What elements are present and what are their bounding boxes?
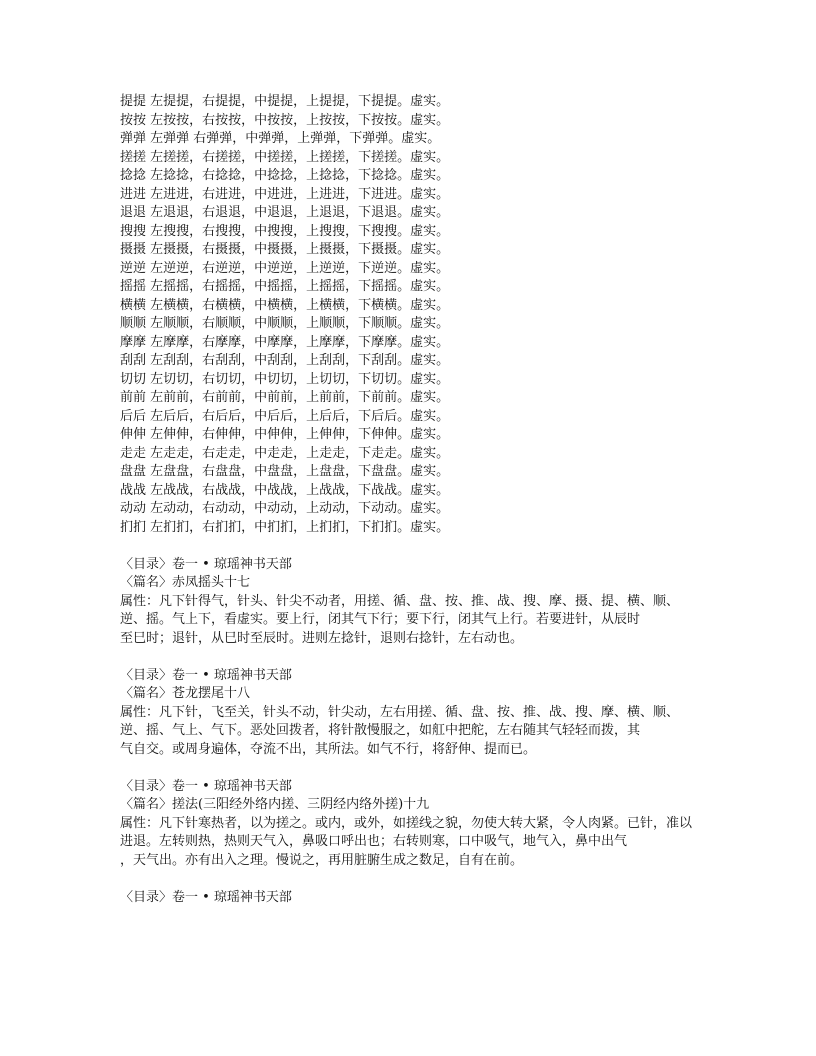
- toc-line: 〈目录〉卷一 • 琼瑶神书天部: [120, 556, 292, 572]
- list-item: 摄摄 左摄摄，右摄摄，中摄摄，上摄摄，下摄摄。虚实。: [120, 242, 450, 257]
- toc-line: 〈目录〉卷一 • 琼瑶神书天部: [120, 778, 292, 794]
- list-item: 刮刮 左刮刮，右刮刮，中刮刮，上刮刮，下刮刮。虚实。: [120, 353, 450, 368]
- section-spacer: [120, 648, 700, 667]
- list-item: 摇摇 左摇摇，右摇摇，中摇摇，上摇摇，下摇摇。虚实。: [120, 279, 450, 294]
- section-body: 属性：凡下针，飞至关，针头不动，针尖动，左右用搓、循、盘、按、推、战、搜、摩、横、顺、逆、摇、气上、气下。恶处回拨者，将针散慢服之，如舡中把舵，左右随其气轻轻而拨，其: [120, 704, 680, 738]
- list-item: 扪扪 左扪扪，右扪扪，中扪扪，上扪扪，下扪扪。虚实。: [120, 519, 450, 535]
- section-spacer: [120, 870, 700, 889]
- list-item: 提提 左提提，右提提，中提提，上提提，下提提。虚实。: [120, 94, 450, 109]
- list-item: 退退 左退退，右退退，中退退，上退退，下退退。虚实。: [120, 205, 450, 220]
- list-item: 伸伸 左伸伸，右伸伸，中伸伸，上伸伸，下伸伸。虚实。: [120, 427, 450, 442]
- section-spacer: [120, 537, 700, 556]
- section-body: 气自交。或周身遍体，夺流不出，其所法。如气不行，将舒伸、提而已。: [120, 741, 537, 757]
- list-item: 战战 左战战，右战战，中战战，上战战，下战战。虚实。: [120, 482, 450, 498]
- list-item: 前前 左前前，右前前，中前前，上前前，下前前。虚实。: [120, 390, 450, 405]
- list-item: 走走 左走走，右走走，中走走，上走走，下走走。虚实。: [120, 445, 450, 461]
- list-item: 切切 左切切，右切切，中切切，上切切，下切切。虚实。: [120, 371, 450, 387]
- section-spacer: [120, 759, 700, 778]
- list-item: 后后 左后后，右后后，中后后，上后后，下后后。虚实。: [120, 408, 450, 424]
- toc-line: 〈目录〉卷一 • 琼瑶神书天部: [120, 889, 292, 905]
- list-item: 按按 左按按，右按按，中按按，上按按，下按按。虚实。: [120, 112, 450, 128]
- technique-list: [120, 93, 700, 537]
- list-item: 横横 左横横，右横横，中横横，上横横，下横横。虚实。: [120, 297, 450, 313]
- list-item: 搓搓 左搓搓，右搓搓，中搓搓，上搓搓，下搓搓。虚实。: [120, 149, 450, 165]
- section-next: [120, 889, 700, 908]
- list-item: 盘盘 左盘盘，右盘盘，中盘盘，上盘盘，下盘盘。虚实。: [120, 464, 450, 479]
- document-page: [120, 93, 700, 907]
- list-item: 顺顺 左顺顺，右顺顺，中顺顺，上顺顺，下顺顺。虚实。: [120, 316, 450, 331]
- list-item: 动动 左动动，右动动，中动动，上动动，下动动。虚实。: [120, 501, 450, 516]
- list-item: 摩摩 左摩摩，右摩摩，中摩摩，上摩摩，下摩摩。虚实。: [120, 334, 450, 350]
- section-chifeng: [120, 556, 700, 649]
- section-body: ，天气出。亦有出入之理。慢说之，再用脏腑生成之数足，自有在前。: [120, 852, 524, 868]
- list-item: 弹弹 左弹弹 右弹弹，中弹弹，上弹弹，下弹弹。虚实。: [120, 131, 441, 146]
- section-cuofa: [120, 778, 700, 871]
- section-body: 至巳时；退针，从巳时至辰时。进则左捻针，退则右捻针，左右动也。: [120, 630, 524, 646]
- chapter-title: 〈篇名〉赤凤摇头十七: [120, 575, 251, 590]
- section-body: 属性：凡下针得气，针头、针尖不动者，用搓、循、盘、按、推、战、搜、摩、摄、提、横、顺、逆、摇。气上下，看虚实。要上行，闭其气下行；要下行，闭其气上行。若要进针，从辰时: [120, 593, 680, 627]
- chapter-title: 〈篇名〉苍龙摆尾十八: [120, 686, 251, 701]
- list-item: 进进 左进进，右进进，中进进，上进进，下进进。虚实。: [120, 186, 450, 202]
- toc-line: 〈目录〉卷一 • 琼瑶神书天部: [120, 667, 292, 683]
- list-item: 捻捻 左捻捻，右捻捻，中捻捻，上捻捻，下捻捻。虚实。: [120, 168, 450, 183]
- section-canglong: [120, 667, 700, 760]
- list-item: 搜搜 左搜搜，右搜搜，中搜搜，上搜搜，下搜搜。虚实。: [120, 223, 450, 239]
- chapter-title: 〈篇名〉搓法(三阳经外络内搓、三阴经内络外搓)十九: [120, 797, 430, 812]
- section-body: 属性：凡下针寒热者，以为搓之。或内，或外，如搓线之貌，勿使大转大紧，令人肉紧。已针，准以进退。左转则热，热则天气入，鼻吸口呼出也；右转则寒，口中吸气，地气入，鼻中出气: [120, 815, 693, 849]
- list-item: 逆逆 左逆逆，右逆逆，中逆逆，上逆逆，下逆逆。虚实。: [120, 260, 450, 276]
